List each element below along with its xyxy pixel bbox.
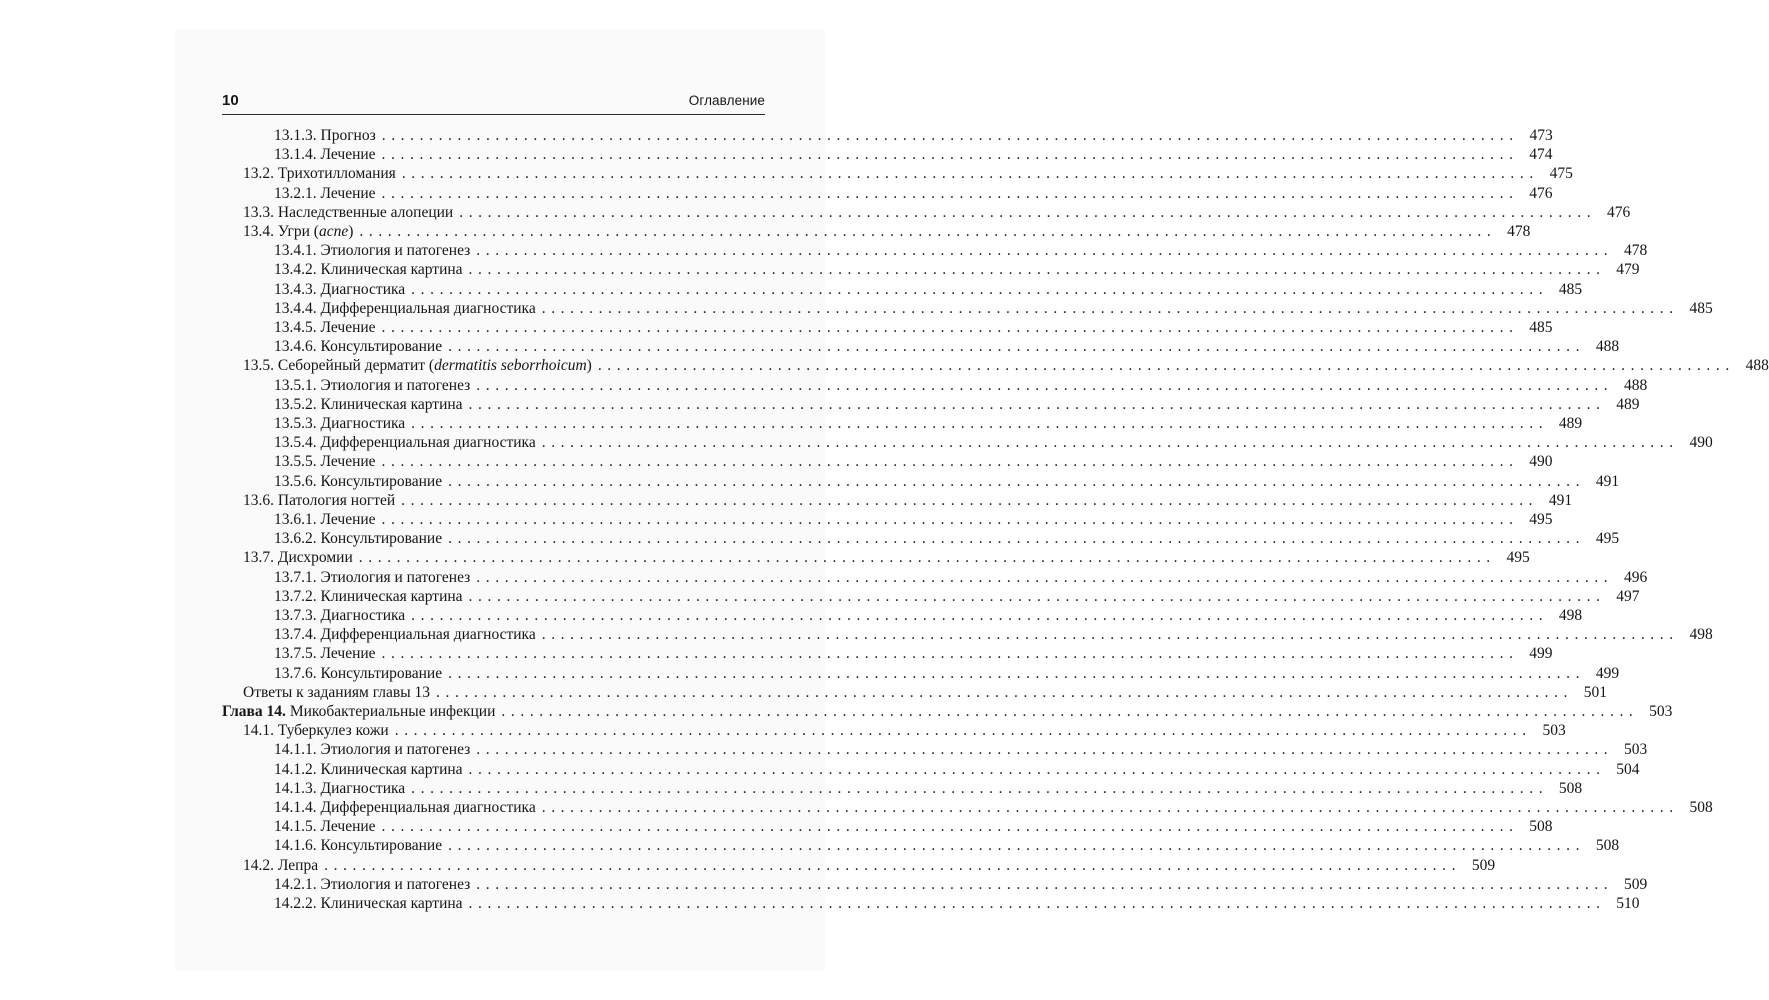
toc-entry-title	[274, 894, 463, 914]
toc-entry	[222, 222, 1531, 242]
toc-entry-text: 14.1.3. Диагностика	[274, 779, 406, 797]
toc-entry	[222, 260, 1640, 280]
toc-page-number: 488	[1624, 376, 1648, 394]
dot-leader: ........................................................................................................................	[468, 395, 1606, 413]
toc-entry	[222, 683, 1608, 703]
toc-entry-text: 13.4.5. Лечение	[274, 319, 376, 336]
dot-leader: ........................................................................................................................	[436, 683, 1574, 701]
toc-page-number: 495	[1506, 549, 1530, 567]
toc-page-number: 503	[1649, 703, 1673, 720]
toc-entry-title	[243, 203, 453, 223]
toc-entry-title	[243, 683, 430, 703]
dot-leader: ........................................................................................................................	[448, 837, 1586, 855]
toc-entry-text: 13.7.5. Лечение	[274, 645, 376, 663]
toc-entry-text: 13.5.1. Этиология и патогенез	[274, 376, 471, 394]
toc-page-number: 501	[1583, 683, 1608, 701]
toc-entry	[222, 760, 1640, 780]
toc-page-number: 491	[1548, 491, 1573, 509]
toc-entry-text: 13.7. Дисхромии	[243, 549, 353, 567]
toc-entry-title	[243, 356, 592, 376]
dot-leader: ........................................................................................................................	[381, 127, 1519, 144]
toc-page-number: 490	[1689, 434, 1713, 452]
dot-leader: ........................................................................................................................	[411, 779, 1549, 797]
toc-page-number: 474	[1529, 146, 1553, 164]
toc-entry-text: 13.1.4. Лечение	[274, 146, 376, 164]
toc-entry-title	[274, 798, 536, 818]
toc-entry	[222, 241, 1648, 261]
toc-entry-text: 14.1.6. Консультирование	[274, 837, 443, 855]
toc-entry-text: 13.5.3. Диагностика	[274, 415, 406, 432]
toc-entry	[222, 433, 1713, 453]
running-title: Оглавление	[688, 93, 765, 108]
toc-entry-title	[243, 164, 396, 184]
dot-leader: ........................................................................................................................	[468, 760, 1606, 778]
toc-entry-title	[274, 875, 470, 895]
toc-entry-title	[274, 414, 405, 434]
toc-entry	[222, 280, 1583, 300]
toc-entry-title	[274, 145, 376, 165]
dot-leader: ........................................................................................................................	[448, 472, 1586, 490]
toc-entry	[222, 126, 1553, 146]
toc-entry-title	[243, 491, 395, 511]
dot-leader: ........................................................................................................................	[381, 511, 1519, 528]
toc-entry-text: 13.4.4. Дифференциальная диагностика	[274, 299, 536, 317]
toc-entry	[222, 376, 1648, 396]
dot-leader: ........................................................................................................................	[401, 491, 1539, 509]
toc-entry	[222, 337, 1620, 357]
toc-entry	[222, 318, 1553, 338]
dot-leader: ........................................................................................................................	[468, 587, 1606, 605]
dot-leader: ........................................................................................................................	[541, 799, 1679, 816]
toc-entry-text: 13.2. Трихотилломания	[243, 165, 396, 183]
toc-entry-text: 14.1.4. Дифференциальная диагностика	[274, 799, 536, 816]
toc-entry-text: 14.2.1. Этиология и патогенез	[274, 875, 471, 893]
toc-entry-text: 13.4.3. Диагностика	[274, 280, 406, 298]
toc-entry	[222, 145, 1553, 165]
toc-entry-text: 13.6.1. Лечение	[274, 511, 376, 528]
chapter-label: Глава 14.	[222, 703, 286, 720]
toc-page-number: 508	[1529, 818, 1553, 836]
toc-entry-text: 13.5.5. Лечение	[274, 453, 376, 471]
toc-entry	[222, 510, 1553, 530]
toc-entry-title	[274, 184, 376, 204]
toc-page-number: 478	[1624, 242, 1648, 260]
toc-page-number: 497	[1616, 587, 1640, 605]
toc-entry-title	[243, 548, 353, 568]
dot-leader: ........................................................................................................................	[324, 856, 1462, 874]
toc-entry	[222, 779, 1583, 799]
dot-leader: ........................................................................................................................	[411, 607, 1549, 624]
toc-entry-title	[274, 779, 405, 799]
toc-entry-text: 14.1.1. Этиология и патогенез	[274, 741, 471, 759]
toc-entry-title	[274, 337, 442, 357]
toc-entry	[222, 587, 1640, 607]
toc-page-number: 489	[1558, 415, 1583, 432]
toc-entry	[222, 529, 1620, 549]
toc-entry-title	[274, 606, 405, 626]
dot-leader: ........................................................................................................................	[476, 568, 1614, 586]
toc-page-number: 498	[1558, 607, 1583, 624]
toc-entry	[222, 356, 1769, 376]
toc-entry-title	[274, 126, 376, 146]
toc-entry	[222, 817, 1553, 837]
toc-entry	[222, 721, 1566, 741]
toc-entry	[222, 856, 1496, 876]
toc-entry-text: 13.5.6. Консультирование	[274, 472, 443, 490]
dot-leader: ........................................................................................................................	[381, 645, 1519, 663]
toc-page-number: 488	[1595, 338, 1620, 356]
toc-entry-title	[274, 472, 442, 492]
toc-entry	[222, 740, 1648, 760]
toc-entry	[222, 472, 1620, 492]
toc-entry-text: Микобактериальные инфекции	[285, 703, 496, 720]
toc-entry-text: 13.7.1. Этиология и патогенез	[274, 568, 471, 586]
toc-entry	[222, 203, 1631, 223]
latin-term: acne	[318, 223, 349, 240]
toc-entry-title	[274, 280, 405, 300]
toc-entry-text: 13.5.2. Клиническая картина	[274, 395, 463, 413]
toc-page-number: 509	[1624, 875, 1648, 893]
toc-entry	[222, 452, 1553, 472]
toc-entry-text-suffix: )	[586, 357, 592, 375]
dot-leader: ........................................................................................................................	[476, 741, 1614, 759]
toc-page-number: 508	[1689, 799, 1713, 816]
toc-page-number: 496	[1624, 568, 1648, 586]
toc-entry-text: 14.1.2. Клиническая картина	[274, 760, 463, 778]
toc-entry-title	[274, 760, 463, 780]
toc-page-number: 495	[1529, 511, 1553, 528]
dot-leader: ........................................................................................................................	[448, 338, 1586, 356]
page-header	[222, 92, 765, 115]
toc-entry	[222, 395, 1640, 415]
toc-entry-text: 14.2.2. Клиническая картина	[274, 895, 463, 912]
toc-page-number: 478	[1507, 223, 1531, 240]
toc-entry-title	[274, 260, 463, 280]
toc-entry	[222, 875, 1648, 895]
dot-leader: ........................................................................................................................	[381, 319, 1519, 336]
dot-leader: ........................................................................................................................	[468, 895, 1606, 912]
toc-page-number: 485	[1689, 299, 1713, 317]
toc-entry-text: 13.4. Угри (	[243, 223, 319, 240]
toc-entry-title	[274, 376, 470, 396]
dot-leader: ........................................................................................................................	[394, 722, 1532, 740]
toc-entry-title	[274, 510, 376, 530]
toc-entry	[222, 164, 1573, 184]
latin-term: dermatitis seborrhoicum	[434, 357, 587, 375]
toc-entry-text: 13.4.2. Клиническая картина	[274, 261, 463, 279]
toc-entry-text: 13.7.2. Клиническая картина	[274, 587, 463, 605]
dot-leader: ........................................................................................................................	[448, 530, 1586, 548]
toc-entry-title	[274, 587, 463, 607]
toc-page-number: 495	[1595, 530, 1620, 548]
dot-leader: ........................................................................................................................	[411, 280, 1549, 298]
dot-leader: ........................................................................................................................	[448, 664, 1586, 682]
toc-entry	[222, 625, 1713, 645]
dot-leader: ........................................................................................................................	[359, 223, 1497, 240]
toc-page-number: 485	[1558, 280, 1583, 298]
toc-entry-text: 13.5.4. Дифференциальная диагностика	[274, 434, 536, 452]
toc-entry-text: 14.1.5. Лечение	[274, 818, 376, 836]
toc-entry	[222, 644, 1553, 664]
dot-leader: ........................................................................................................................	[459, 203, 1597, 221]
toc-entry-title	[243, 222, 353, 242]
toc-page-number: 503	[1542, 722, 1566, 740]
toc-page-number: 476	[1606, 203, 1631, 221]
toc-entry-text: 13.4.6. Консультирование	[274, 338, 443, 356]
toc-page-number: 509	[1471, 856, 1496, 874]
toc-page-number: 475	[1549, 165, 1573, 183]
toc-page-number: 504	[1616, 760, 1640, 778]
toc-entry	[222, 894, 1640, 914]
toc-entry-text: 14.2. Лепра	[243, 856, 319, 874]
toc-page-number: 485	[1529, 319, 1553, 336]
toc-entry-title	[274, 299, 536, 319]
dot-leader: ........................................................................................................................	[597, 357, 1735, 375]
toc-entry	[222, 548, 1530, 568]
toc-entry-text: 13.7.6. Консультирование	[274, 664, 443, 682]
toc-page-number: 508	[1595, 837, 1620, 855]
dot-leader: ........................................................................................................................	[411, 415, 1549, 432]
toc-entry-title	[274, 241, 470, 261]
dot-leader: ........................................................................................................................	[476, 875, 1614, 893]
toc-entry-text: 13.5. Себорейный дерматит (	[243, 357, 435, 375]
toc-entry	[222, 702, 1673, 722]
page-number: 10	[222, 92, 239, 109]
toc-entry-text: 13.6.2. Консультирование	[274, 530, 443, 548]
dot-leader: ........................................................................................................................	[541, 626, 1679, 644]
toc-entry-title	[274, 740, 470, 760]
dot-leader: ........................................................................................................................	[358, 549, 1496, 567]
toc-entry	[222, 491, 1573, 511]
toc-entry-text: 13.2.1. Лечение	[274, 184, 376, 202]
toc-entry-text: 13.4.1. Этиология и патогенез	[274, 242, 471, 260]
toc-entry-text: 13.6. Патология ногтей	[243, 491, 396, 509]
toc-entry	[222, 664, 1620, 684]
toc-entry	[222, 184, 1553, 204]
toc-entry	[222, 606, 1583, 626]
toc-page-number: 473	[1529, 127, 1553, 144]
toc-page-number: 476	[1529, 184, 1553, 202]
toc-page-number: 510	[1616, 895, 1640, 912]
toc-entry-text: 13.3. Наследственные алопеции	[243, 203, 454, 221]
toc-entry	[222, 798, 1713, 818]
dot-leader: ........................................................................................................................	[381, 184, 1519, 202]
toc-entry	[222, 414, 1583, 434]
dot-leader: ........................................................................................................................	[381, 146, 1519, 164]
toc-entry-text: 14.1. Туберкулез кожи	[243, 722, 389, 740]
dot-leader: ........................................................................................................................	[468, 261, 1606, 279]
toc-entry-text: Ответы к заданиям главы 13	[243, 683, 431, 701]
toc-entry-text: 13.7.4. Дифференциальная диагностика	[274, 626, 536, 644]
toc-page-number: 503	[1624, 741, 1648, 759]
toc-entry-text-suffix: )	[348, 223, 354, 240]
toc-page-number: 508	[1558, 779, 1583, 797]
toc-entry-title	[274, 433, 536, 453]
toc-entry-title	[243, 721, 389, 741]
toc-entry-title	[274, 664, 442, 684]
toc-page-number: 479	[1616, 261, 1640, 279]
toc-entry-title	[274, 395, 463, 415]
toc-entry	[222, 568, 1648, 588]
toc-entry-text: 13.1.3. Прогноз	[274, 127, 376, 144]
toc-page-number: 498	[1689, 626, 1713, 644]
toc-page-number: 488	[1745, 357, 1769, 375]
toc-entry-title	[274, 836, 442, 856]
toc-page-number: 499	[1595, 664, 1620, 682]
toc-entry	[222, 299, 1713, 319]
toc-entry-title	[274, 817, 376, 837]
dot-leader: ........................................................................................................................	[381, 818, 1519, 836]
dot-leader: ........................................................................................................................	[541, 299, 1679, 317]
dot-leader: ........................................................................................................................	[476, 376, 1614, 394]
dot-leader: ........................................................................................................................	[476, 242, 1614, 260]
toc-entry-title	[243, 856, 318, 876]
toc-page-number: 499	[1529, 645, 1553, 663]
toc-entry-title	[222, 702, 495, 722]
toc-entry-title	[274, 529, 442, 549]
toc-entry-text: 13.7.3. Диагностика	[274, 607, 406, 624]
toc-page-number: 489	[1616, 395, 1640, 413]
dot-leader: ........................................................................................................................	[401, 165, 1539, 183]
toc-entry-title	[274, 318, 376, 338]
toc-entry	[222, 836, 1620, 856]
toc-entry-title	[274, 452, 376, 472]
dot-leader: ........................................................................................................................	[541, 434, 1679, 452]
dot-leader: ........................................................................................................................	[501, 703, 1639, 720]
toc-entry-title	[274, 625, 536, 645]
toc-page-number: 491	[1595, 472, 1620, 490]
toc-entry-title	[274, 568, 470, 588]
toc-entry-title	[274, 644, 376, 664]
dot-leader: ........................................................................................................................	[381, 453, 1519, 471]
toc-page-number: 490	[1529, 453, 1553, 471]
